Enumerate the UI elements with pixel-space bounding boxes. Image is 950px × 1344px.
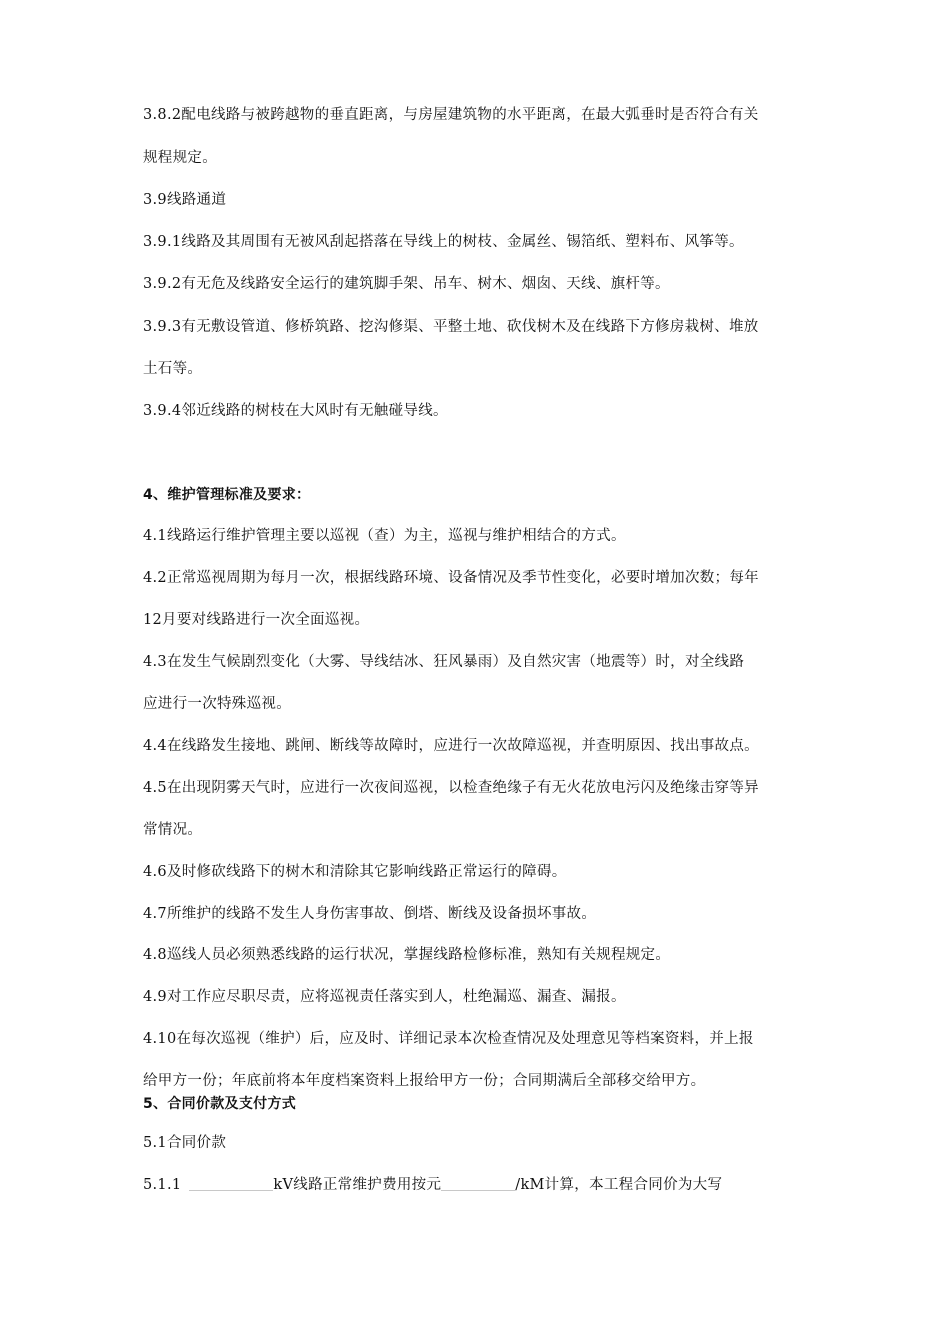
clause-4-4: 4.4在线路发生接地、跳闸、断线等故障时，应进行一次故障巡视，并查明原因、找出事故点。: [143, 738, 759, 754]
clause-3-9-3-line2: 土石等。: [143, 361, 203, 377]
clause-5-1: 5.1合同价款: [143, 1135, 227, 1151]
clause-4-5-line1: 4.5在出现阴雾天气时，应进行一次夜间巡视，以检查绝缘子有无火花放电污闪及绝缘击穿等异: [143, 780, 759, 796]
clause-4-10-line1: 4.10在每次巡视（维护）后，应及时、详细记录本次检查情况及处理意见等档案资料，并上报: [143, 1031, 754, 1047]
clause-5-1-1-text-end: /kM计算，本工程合同价为大写: [515, 1177, 723, 1193]
clause-3-9-3-line1: 3.9.3有无敷设管道、修桥筑路、挖沟修渠、平整土地、砍伐树木及在线路下方修房栽树、堆放: [143, 319, 759, 335]
clause-4-2-line1: 4.2正常巡视周期为每月一次，根据线路环境、设备情况及季节性变化，必要时增加次数；每年: [143, 570, 759, 586]
clause-3-9-2: 3.9.2有无危及线路安全运行的建筑脚手架、吊车、树木、烟囱、天线、旗杆等。: [143, 276, 670, 292]
section-4-heading: 4、维护管理标准及要求：: [143, 487, 311, 503]
clause-5-1-1: [143, 1175, 722, 1195]
clause-4-7: 4.7所维护的线路不发生人身伤害事故、倒塔、断线及设备损坏事故。: [143, 906, 597, 922]
clause-3-9-4: 3.9.4邻近线路的树枝在大风时有无触碰导线。: [143, 403, 448, 419]
price-per-km-blank-field[interactable]: [441, 1176, 515, 1191]
clause-3-9-1: 3.9.1线路及其周围有无被风刮起搭落在导线上的树枝、金属丝、锡箔纸、塑料布、风筝等。: [143, 234, 744, 250]
clause-3-8-2-line2: 规程规定。: [143, 150, 217, 166]
clause-4-6: 4.6及时修砍线路下的树木和清除其它影响线路正常运行的障碍。: [143, 864, 567, 880]
clause-5-1-1-number: 5.1.1: [143, 1177, 182, 1193]
clause-4-3-line2: 应进行一次特殊巡视。: [143, 696, 291, 712]
clause-4-9: 4.9对工作应尽职尽责，应将巡视责任落实到人，杜绝漏巡、漏查、漏报。: [143, 989, 626, 1005]
section-5-heading: 5、合同价款及支付方式: [143, 1096, 297, 1112]
clause-3-8-2-line1: 3.8.2配电线路与被跨越物的垂直距离，与房屋建筑物的水平距离，在最大弧垂时是否符合有关: [143, 107, 759, 123]
clause-4-8: 4.8巡线人员必须熟悉线路的运行状况，掌握线路检修标准，熟知有关规程规定。: [143, 947, 671, 963]
clause-5-1-1-text-mid: kV线路正常维护费用按元: [273, 1177, 442, 1193]
clause-4-2-line2: 12月要对线路进行一次全面巡视。: [143, 612, 370, 628]
voltage-blank-field[interactable]: [189, 1176, 273, 1191]
clause-4-10-line2: 给甲方一份；年底前将本年度档案资料上报给甲方一份；合同期满后全部移交给甲方。: [143, 1073, 706, 1089]
clause-3-9-heading: 3.9线路通道: [143, 192, 227, 208]
clause-4-3-line1: 4.3在发生气候剧烈变化（大雾、导线结冰、狂风暴雨）及自然灾害（地震等）时，对全线路: [143, 654, 745, 670]
clause-4-1: 4.1线路运行维护管理主要以巡视（查）为主，巡视与维护相结合的方式。: [143, 528, 626, 544]
clause-4-5-line2: 常情况。: [143, 822, 203, 838]
